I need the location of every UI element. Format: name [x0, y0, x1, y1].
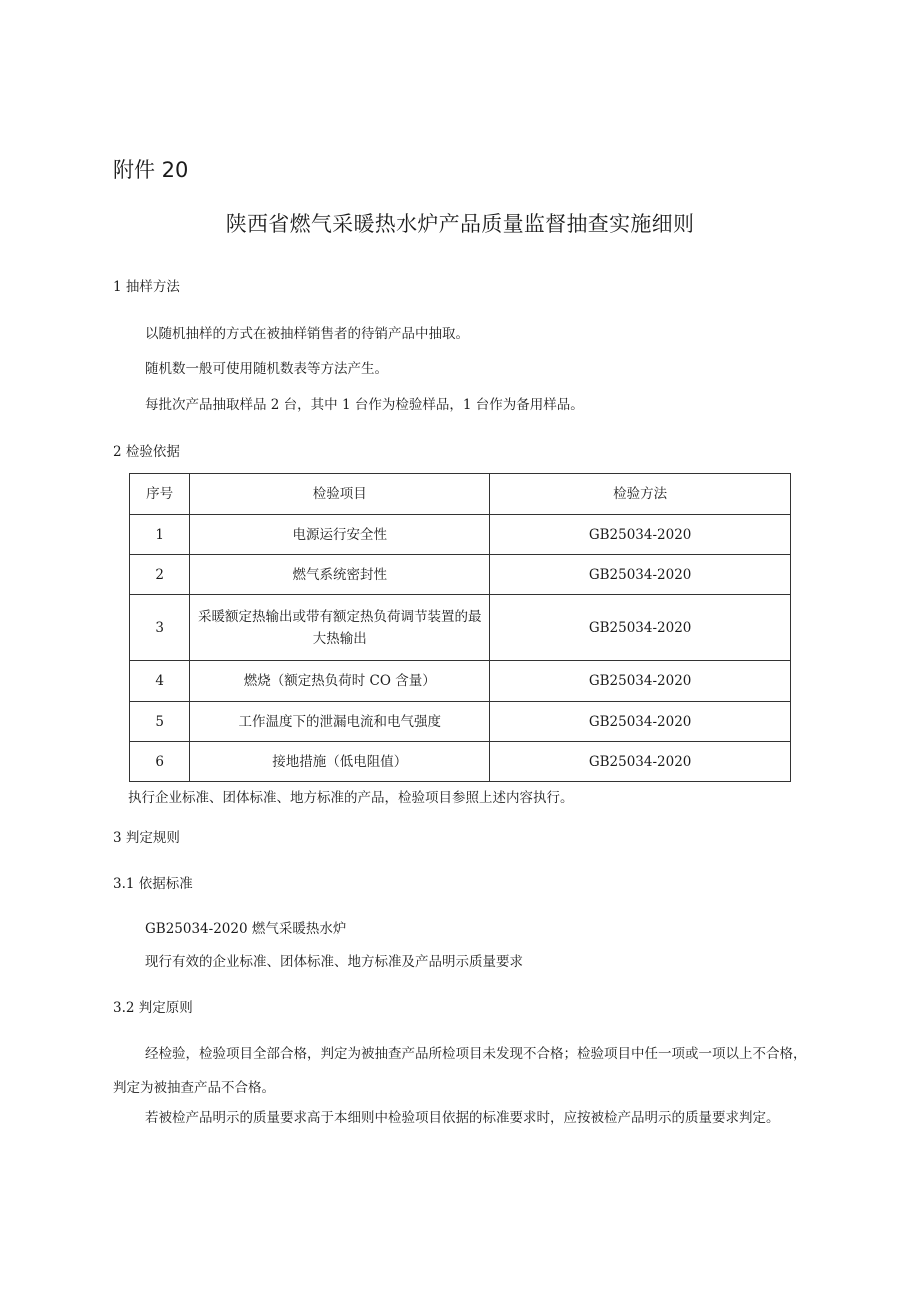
standard-item: GB25034-2020 燃气采暖热水炉 [145, 921, 347, 937]
row-no: 5 [130, 702, 190, 742]
section-3-1-heading: 3.1 依据标准 [113, 876, 193, 892]
section-1-paragraph: 每批次产品抽取样品 2 台，其中 1 台作为检验样品，1 台作为备用样品。 [145, 397, 584, 413]
row-no: 3 [130, 595, 190, 661]
row-no: 4 [130, 661, 190, 702]
row-item: 燃烧（额定热负荷时 CO 含量） [190, 661, 490, 702]
row-no: 2 [130, 555, 190, 595]
section-1-paragraph: 以随机抽样的方式在被抽样销售者的待销产品中抽取。 [145, 326, 469, 342]
document-title: 陕西省燃气采暖热水炉产品质量监督抽查实施细则 [225, 212, 695, 236]
header-cell-no: 序号 [130, 474, 190, 515]
row-method: GB25034-2020 [490, 515, 791, 555]
row-no: 6 [130, 742, 190, 782]
row-item: 工作温度下的泄漏电流和电气强度 [190, 702, 490, 742]
table-row [130, 702, 791, 742]
header-cell-method: 检验方法 [490, 474, 791, 515]
row-no: 1 [130, 515, 190, 555]
section-3-2-heading: 3.2 判定原则 [113, 1000, 193, 1016]
judgment-paragraph: 经检验，检验项目全部合格，判定为被抽查产品所检项目未发现不合格；检验项目中任一项或一项以上不合格，判定为被抽查产品不合格。 [113, 1046, 807, 1096]
section-3-heading: 3 判定规则 [113, 830, 180, 846]
table-row [130, 555, 791, 595]
standard-item: 现行有效的企业标准、团体标准、地方标准及产品明示质量要求 [145, 954, 523, 970]
table-header-row [130, 474, 791, 515]
row-method: GB25034-2020 [490, 595, 791, 661]
row-item: 采暖额定热输出或带有额定热负荷调节装置的最大热输出 [190, 595, 490, 661]
inspection-table [129, 473, 791, 782]
section-1-heading: 1 抽样方法 [113, 279, 180, 295]
table-row [130, 742, 791, 782]
table-row [130, 661, 791, 702]
table-row [130, 595, 791, 661]
attachment-label: 附件 20 [113, 158, 189, 182]
section-2-heading: 2 检验依据 [113, 444, 180, 460]
header-cell-item: 检验项目 [190, 474, 490, 515]
row-method: GB25034-2020 [490, 702, 791, 742]
table-note: 执行企业标准、团体标准、地方标准的产品，检验项目参照上述内容执行。 [128, 790, 574, 806]
row-item: 电源运行安全性 [190, 515, 490, 555]
row-method: GB25034-2020 [490, 742, 791, 782]
judgment-paragraph: 若被检产品明示的质量要求高于本细则中检验项目依据的标准要求时，应按被检产品明示的质量要求判定。 [145, 1110, 780, 1126]
row-item: 燃气系统密封性 [190, 555, 490, 595]
row-item: 接地措施（低电阻值） [190, 742, 490, 782]
row-method: GB25034-2020 [490, 555, 791, 595]
row-method: GB25034-2020 [490, 661, 791, 702]
table-row [130, 515, 791, 555]
section-1-paragraph: 随机数一般可使用随机数表等方法产生。 [145, 361, 388, 377]
